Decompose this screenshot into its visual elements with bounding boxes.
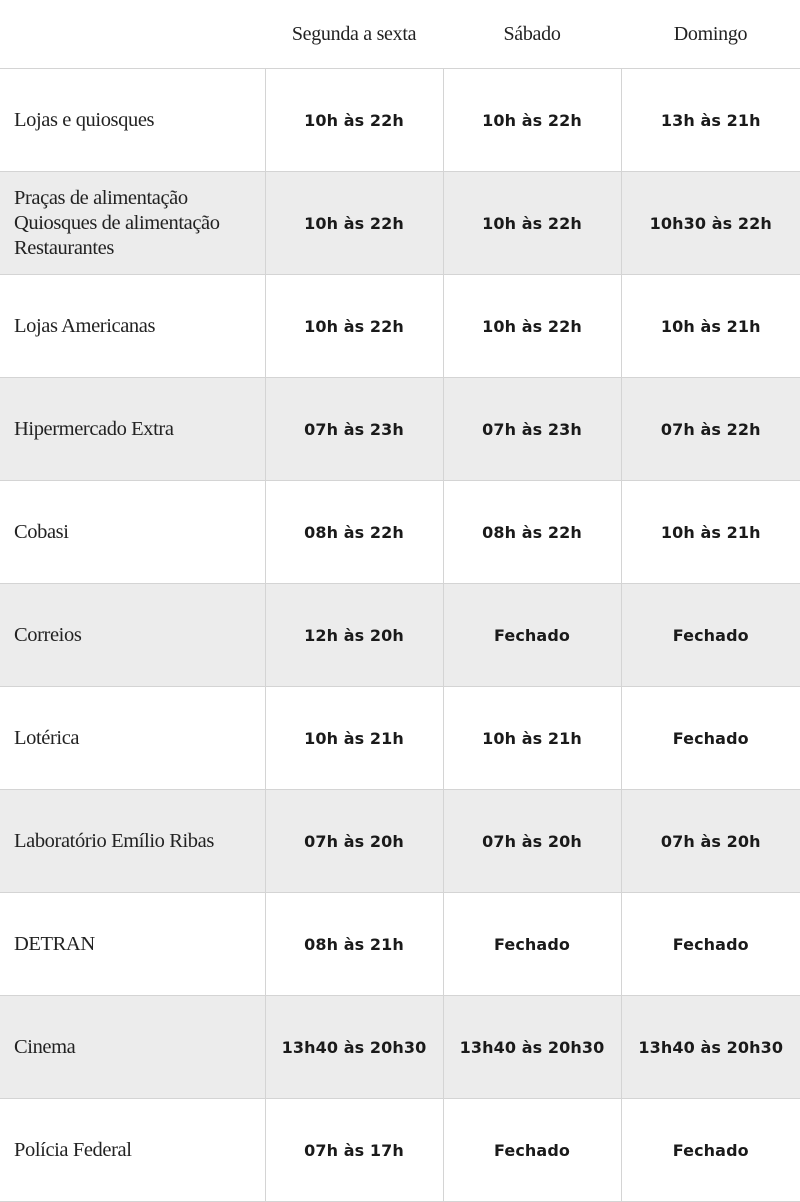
hours-sunday: 10h30 às 22h — [621, 172, 800, 275]
hours-sunday: 07h às 22h — [621, 378, 800, 481]
hours-weekdays: 07h às 23h — [265, 378, 443, 481]
hours-sunday: 13h40 às 20h30 — [621, 996, 800, 1099]
hours-saturday: 07h às 23h — [443, 378, 621, 481]
hours-sunday: Fechado — [621, 1099, 800, 1202]
hours-sunday: 10h às 21h — [621, 275, 800, 378]
hours-saturday: Fechado — [443, 893, 621, 996]
hours-saturday: Fechado — [443, 584, 621, 687]
place-name: Lotérica — [0, 687, 265, 790]
hours-weekdays: 10h às 22h — [265, 69, 443, 172]
place-name: Polícia Federal — [0, 1099, 265, 1202]
header-blank-cell — [0, 0, 265, 69]
table-row — [0, 69, 800, 172]
hours-sunday: 13h às 21h — [621, 69, 800, 172]
header-sunday: Domingo — [621, 0, 800, 69]
table-row — [0, 275, 800, 378]
hours-weekdays: 10h às 21h — [265, 687, 443, 790]
table-row — [0, 687, 800, 790]
hours-saturday: 10h às 22h — [443, 69, 621, 172]
hours-weekdays: 10h às 22h — [265, 172, 443, 275]
table-row — [0, 172, 800, 275]
place-name: Cinema — [0, 996, 265, 1099]
table-row — [0, 893, 800, 996]
place-name: DETRAN — [0, 893, 265, 996]
hours-sunday: Fechado — [621, 687, 800, 790]
hours-weekdays: 07h às 17h — [265, 1099, 443, 1202]
place-name: Praças de alimentação Quiosques de alimentação Restaurantes — [0, 172, 265, 275]
hours-weekdays: 08h às 21h — [265, 893, 443, 996]
place-name: Lojas e quiosques — [0, 69, 265, 172]
table-row — [0, 790, 800, 893]
table-row — [0, 1099, 800, 1202]
hours-weekdays: 10h às 22h — [265, 275, 443, 378]
table-row — [0, 481, 800, 584]
place-name: Laboratório Emílio Ribas — [0, 790, 265, 893]
hours-saturday: 08h às 22h — [443, 481, 621, 584]
header-weekdays: Segunda a sexta — [265, 0, 443, 69]
header-saturday: Sábado — [443, 0, 621, 69]
hours-weekdays: 07h às 20h — [265, 790, 443, 893]
hours-sunday: 10h às 21h — [621, 481, 800, 584]
hours-saturday: Fechado — [443, 1099, 621, 1202]
table-row — [0, 584, 800, 687]
hours-weekdays: 08h às 22h — [265, 481, 443, 584]
place-name: Correios — [0, 584, 265, 687]
hours-saturday: 10h às 22h — [443, 275, 621, 378]
place-name: Cobasi — [0, 481, 265, 584]
hours-saturday: 07h às 20h — [443, 790, 621, 893]
hours-sunday: Fechado — [621, 893, 800, 996]
hours-saturday: 10h às 22h — [443, 172, 621, 275]
hours-sunday: Fechado — [621, 584, 800, 687]
hours-weekdays: 13h40 às 20h30 — [265, 996, 443, 1099]
table-row — [0, 996, 800, 1099]
hours-sunday: 07h às 20h — [621, 790, 800, 893]
place-name: Lojas Americanas — [0, 275, 265, 378]
header-row — [0, 0, 800, 69]
hours-weekdays: 12h às 20h — [265, 584, 443, 687]
place-name: Hipermercado Extra — [0, 378, 265, 481]
table-row — [0, 378, 800, 481]
hours-saturday: 10h às 21h — [443, 687, 621, 790]
hours-saturday: 13h40 às 20h30 — [443, 996, 621, 1099]
